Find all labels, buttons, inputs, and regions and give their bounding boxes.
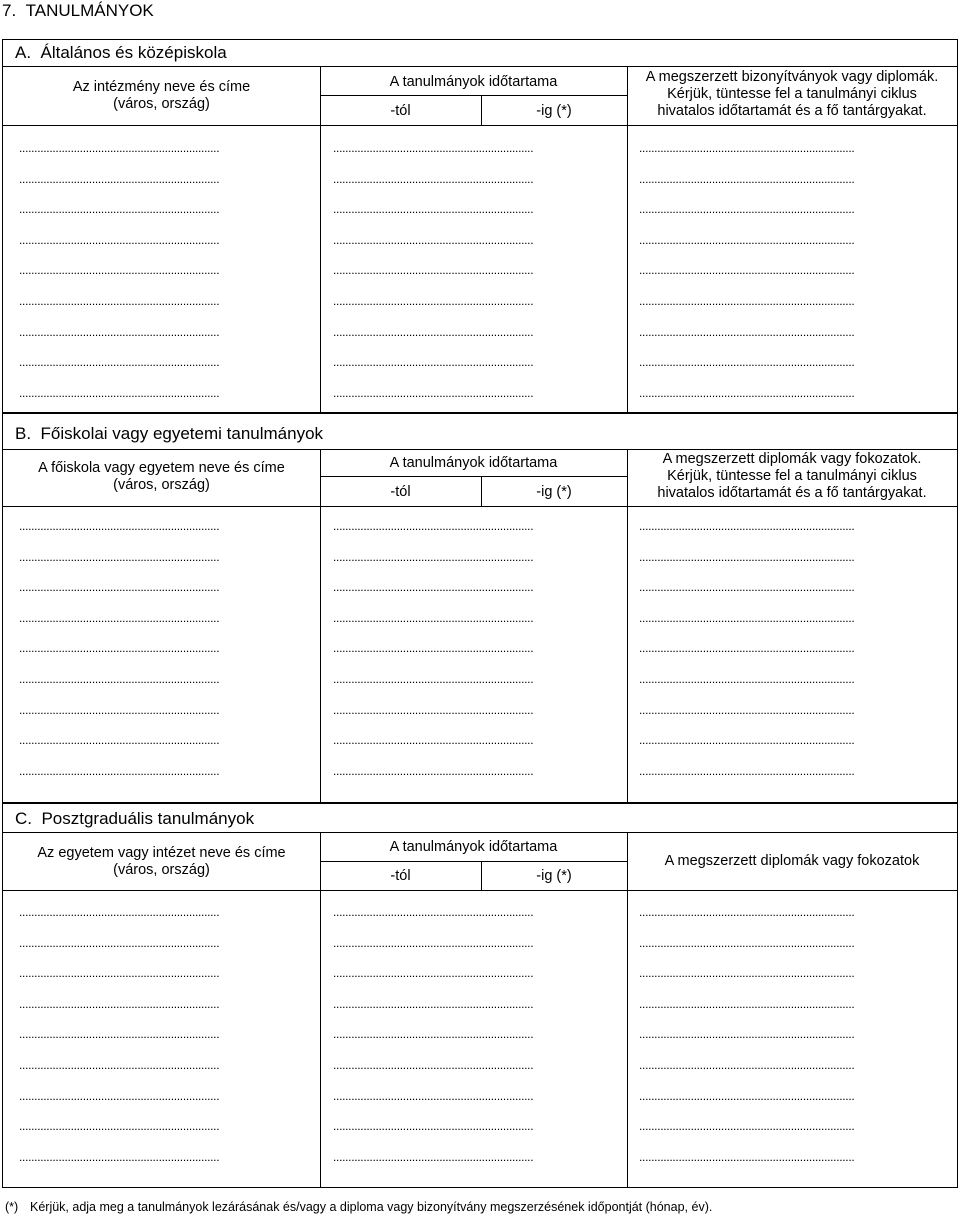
dotted-line[interactable]: .................................................................. (19, 1088, 220, 1103)
section-a-title-divider (3, 66, 957, 67)
section-b-institution-header (3, 460, 320, 494)
dotted-line[interactable]: ....................................................................... (639, 1088, 855, 1103)
footnote-mark: (*) (5, 1200, 19, 1214)
dotted-line[interactable]: .................................................................. (19, 580, 220, 595)
section-b-title-divider (3, 449, 957, 450)
dotted-line[interactable]: ....................................................................... (639, 519, 855, 533)
dotted-line[interactable]: .................................................................. (333, 763, 534, 778)
dotted-line[interactable]: .................................................................. (333, 905, 534, 919)
dotted-line[interactable]: .................................................................. (333, 263, 534, 278)
section-c-from-header: -tól (390, 868, 411, 884)
dotted-line[interactable]: .................................................................. (333, 966, 534, 981)
section-c-duration-header: A tanulmányok időtartama (389, 839, 558, 855)
section-c-title: C. Posztgraduális tanulmányok (15, 809, 255, 828)
dotted-line[interactable]: .................................................................. (19, 935, 220, 950)
dotted-line[interactable]: ....................................................................... (639, 324, 855, 339)
dotted-line[interactable]: ....................................................................... (639, 355, 855, 370)
dotted-line[interactable]: .................................................................. (333, 549, 534, 564)
dotted-line[interactable]: .................................................................. (19, 293, 220, 308)
dotted-line[interactable]: .................................................................. (19, 733, 220, 748)
section-c-degrees-dots[interactable] (639, 897, 949, 1172)
dotted-line[interactable]: .................................................................. (19, 702, 220, 717)
dotted-line[interactable]: .................................................................. (333, 733, 534, 748)
dotted-line[interactable]: ....................................................................... (639, 905, 855, 919)
section-b-degrees-dots[interactable] (639, 511, 949, 786)
dotted-line[interactable]: ....................................................................... (639, 580, 855, 595)
dotted-line[interactable]: .................................................................. (333, 232, 534, 247)
section-c-col-divider-1 (320, 832, 321, 1187)
section-b-duration-dots[interactable] (333, 511, 623, 786)
dotted-line[interactable]: .................................................................. (333, 641, 534, 656)
section-a-certificates-header (627, 69, 957, 120)
section-a-to-header: -ig (*) (536, 103, 572, 119)
section-b-from-header: -tól (390, 484, 411, 500)
dotted-line[interactable]: .................................................................. (333, 1027, 534, 1042)
dotted-line[interactable]: ....................................................................... (639, 641, 855, 656)
dotted-line[interactable]: ....................................................................... (639, 671, 855, 686)
section-b-duration-divider (320, 476, 627, 477)
dotted-line[interactable]: ....................................................................... (639, 935, 855, 950)
section-a-duration-divider (320, 95, 627, 96)
dotted-line[interactable]: .................................................................. (19, 202, 220, 217)
dotted-line[interactable]: .................................................................. (19, 519, 220, 533)
dotted-line[interactable]: .................................................................. (19, 549, 220, 564)
section-a-duration-header: A tanulmányok időtartama (389, 74, 558, 90)
dotted-line[interactable]: ....................................................................... (639, 610, 855, 625)
dotted-line[interactable]: .................................................................. (19, 763, 220, 778)
section-a-header-divider (3, 125, 957, 126)
dotted-line[interactable]: ....................................................................... (639, 1119, 855, 1134)
section-a (2, 39, 958, 413)
section-c-duration-divider (320, 861, 627, 862)
section-a-certificates-header-line: A megszerzett bizonyítványok vagy diplomák. (645, 69, 939, 85)
section-c-institution-dots[interactable] (19, 897, 309, 1172)
dotted-line[interactable]: .................................................................. (333, 1088, 534, 1103)
section-a-institution-header (3, 79, 320, 113)
dotted-line[interactable]: ....................................................................... (639, 549, 855, 564)
section-c (2, 803, 958, 1188)
dotted-line[interactable]: .................................................................. (19, 1119, 220, 1134)
dotted-line[interactable]: .................................................................. (333, 935, 534, 950)
dotted-line[interactable]: .................................................................. (333, 202, 534, 217)
section-b (2, 413, 958, 803)
section-c-header-divider (3, 890, 957, 891)
section-a-institution-dots[interactable] (19, 133, 309, 408)
section-c-title-divider (3, 832, 957, 833)
dotted-line[interactable]: .................................................................. (19, 671, 220, 686)
dotted-line[interactable]: .................................................................. (333, 1057, 534, 1072)
section-c-degrees-header-line: A megszerzett diplomák vagy fokozatok (664, 853, 920, 869)
dotted-line[interactable]: ....................................................................... (639, 702, 855, 717)
dotted-line[interactable]: ....................................................................... (639, 202, 855, 217)
section-a-institution-header-line: Az intézmény neve és címe (72, 79, 251, 95)
dotted-line[interactable]: ....................................................................... (639, 733, 855, 748)
dotted-line[interactable]: .................................................................. (333, 1149, 534, 1164)
dotted-line[interactable]: ....................................................................... (639, 996, 855, 1011)
dotted-line[interactable]: .................................................................. (19, 610, 220, 625)
section-a-certificates-header-line: hivatalos időtartamát és a fő tantárgyakat. (657, 103, 927, 119)
section-b-degrees-header-line: A megszerzett diplomák vagy fokozatok. (662, 451, 922, 467)
dotted-line[interactable]: ....................................................................... (639, 141, 855, 155)
dotted-line[interactable]: ....................................................................... (639, 232, 855, 247)
dotted-line[interactable]: .................................................................. (333, 519, 534, 533)
dotted-line[interactable]: ....................................................................... (639, 263, 855, 278)
dotted-line[interactable]: ....................................................................... (639, 966, 855, 981)
section-b-degrees-header-line: Kérjük, tüntesse fel a tanulmányi ciklus (667, 468, 917, 484)
dotted-line[interactable]: .................................................................. (19, 141, 220, 155)
dotted-line[interactable]: ....................................................................... (639, 171, 855, 186)
section-a-certificates-header-line: Kérjük, tüntesse fel a tanulmányi ciklus (667, 86, 917, 102)
dotted-line[interactable]: .................................................................. (19, 263, 220, 278)
dotted-line[interactable]: .................................................................. (19, 1057, 220, 1072)
dotted-line[interactable]: .................................................................. (333, 141, 534, 155)
dotted-line[interactable]: .................................................................. (19, 1027, 220, 1042)
section-a-from-header: -tól (390, 103, 411, 119)
section-b-institution-header-line: A főiskola vagy egyetem neve és címe (38, 460, 285, 476)
section-a-institution-header-line: (város, ország) (113, 96, 210, 112)
section-c-duration-dots[interactable] (333, 897, 623, 1172)
dotted-line[interactable]: ....................................................................... (639, 293, 855, 308)
page-title: 7. TANULMÁNYOK (2, 1, 154, 20)
section-b-col-divider-1 (320, 449, 321, 802)
section-b-institution-dots[interactable] (19, 511, 309, 786)
section-a-title: A. Általános és középiskola (15, 43, 227, 62)
dotted-line[interactable]: .................................................................. (19, 355, 220, 370)
dotted-line[interactable]: ....................................................................... (639, 385, 855, 400)
section-c-institution-header-line: (város, ország) (113, 862, 210, 878)
dotted-line[interactable]: .................................................................. (333, 671, 534, 686)
dotted-line[interactable]: .................................................................. (333, 580, 534, 595)
section-c-col-divider-2 (627, 832, 628, 1187)
dotted-line[interactable]: ....................................................................... (639, 763, 855, 778)
section-b-duration-header: A tanulmányok időtartama (389, 455, 558, 471)
section-c-to-header: -ig (*) (536, 868, 572, 884)
dotted-line[interactable]: .................................................................. (19, 996, 220, 1011)
dotted-line[interactable]: .................................................................. (333, 324, 534, 339)
dotted-line[interactable]: .................................................................. (333, 355, 534, 370)
section-b-degrees-header-line: hivatalos időtartamát és a fő tantárgyakat. (657, 485, 927, 501)
dotted-line[interactable]: ....................................................................... (639, 1027, 855, 1042)
dotted-line[interactable]: ....................................................................... (639, 1149, 855, 1164)
dotted-line[interactable]: .................................................................. (19, 966, 220, 981)
dotted-line[interactable]: .................................................................. (19, 171, 220, 186)
dotted-line[interactable]: .................................................................. (19, 641, 220, 656)
dotted-line[interactable]: .................................................................. (19, 1149, 220, 1164)
dotted-line[interactable]: .................................................................. (333, 171, 534, 186)
section-a-certificates-dots[interactable] (639, 133, 949, 408)
footnote-text: Kérjük, adja meg a tanulmányok lezárásának és/vagy a diploma vagy bizonyítvány megszerzésének időpontját (hónap, év). (30, 1200, 713, 1214)
dotted-line[interactable]: .................................................................. (333, 702, 534, 717)
dotted-line[interactable]: .................................................................. (19, 385, 220, 400)
dotted-line[interactable]: .................................................................. (333, 610, 534, 625)
dotted-line[interactable]: .................................................................. (333, 385, 534, 400)
section-b-degrees-header (627, 451, 957, 502)
dotted-line[interactable]: ....................................................................... (639, 1057, 855, 1072)
section-b-to-header: -ig (*) (536, 484, 572, 500)
section-b-institution-header-line: (város, ország) (113, 477, 210, 493)
dotted-line[interactable]: .................................................................. (19, 232, 220, 247)
section-a-duration-dots[interactable] (333, 133, 623, 408)
dotted-line[interactable]: .................................................................. (19, 905, 220, 919)
section-c-degrees-header (627, 853, 957, 870)
section-c-institution-header-line: Az egyetem vagy intézet neve és címe (37, 845, 286, 861)
dotted-line[interactable]: .................................................................. (333, 1119, 534, 1134)
footnote (5, 1200, 712, 1214)
section-b-title: B. Főiskolai vagy egyetemi tanulmányok (15, 424, 324, 443)
section-c-institution-header (3, 845, 320, 879)
section-b-header-divider (3, 506, 957, 507)
dotted-line[interactable]: .................................................................. (333, 293, 534, 308)
dotted-line[interactable]: .................................................................. (333, 996, 534, 1011)
dotted-line[interactable]: .................................................................. (19, 324, 220, 339)
